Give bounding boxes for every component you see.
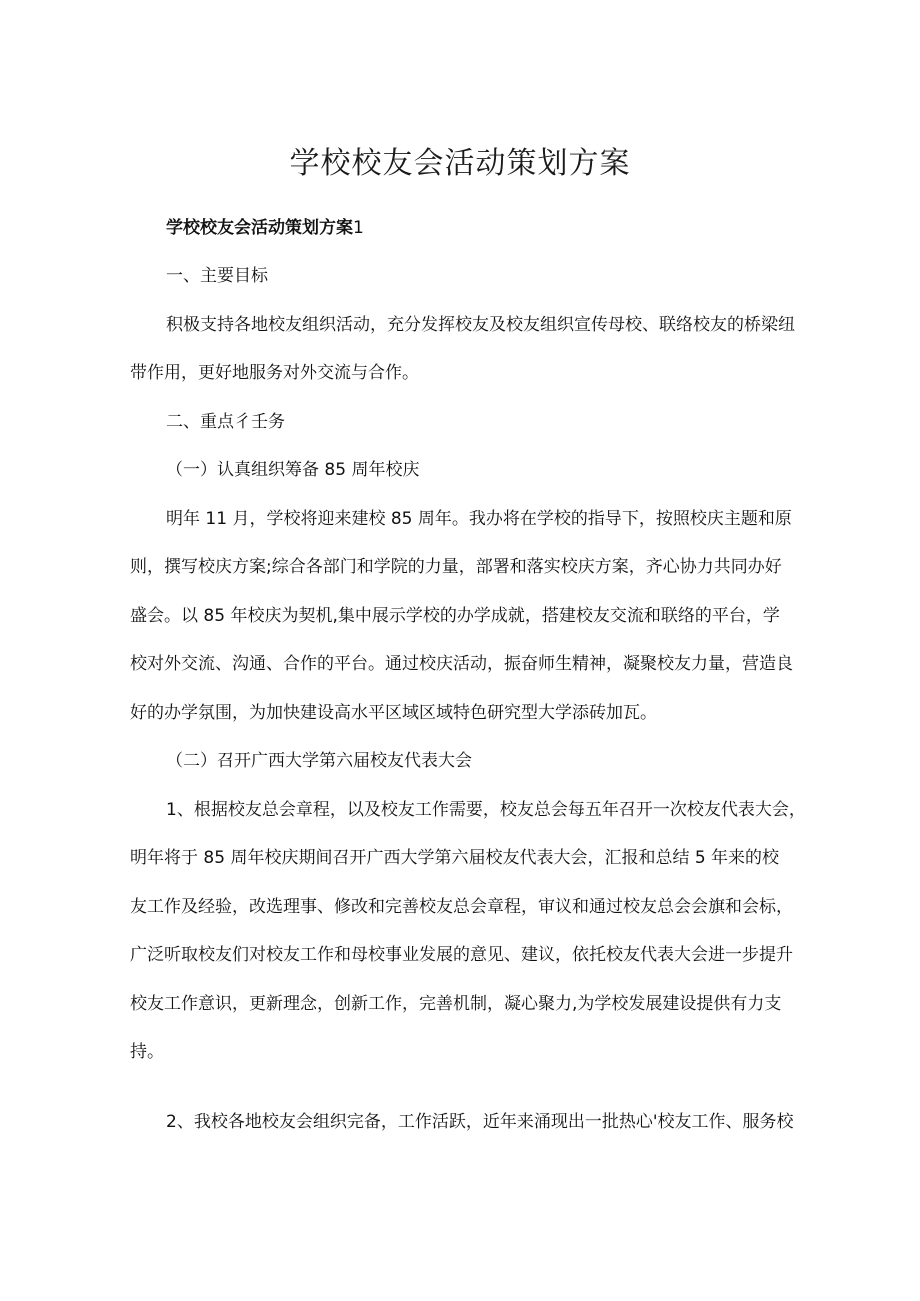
document-title: 学校校友会活动策划方案 <box>289 146 631 181</box>
paragraph-line: （一）认真组织筹备 85 周年校庆 <box>166 460 420 480</box>
paragraph-line: 好的办学氛围，为加快建设高水平区域区域特色研究型大学添砖加瓦。 <box>130 703 657 723</box>
paragraph-line: 盛会。以 85 年校庆为契机,集中展示学校的办学成就，搭建校友交流和联络的平台，学 <box>130 606 780 626</box>
paragraph-line: （二）召开广西大学第六届校友代表大会 <box>166 751 472 771</box>
paragraph-line: 持。 <box>130 1042 164 1062</box>
paragraph-line: 2、我校各地校友会组织完备，工作活跃，近年来涌现出一批热心'校友工作、服务校 <box>166 1112 794 1132</box>
paragraph-line: 带作用，更好地服务对外交流与合作。 <box>130 363 419 383</box>
paragraph-line: 校对外交流、沟通、合作的平台。通过校庆活动，振奋师生精神，凝聚校友力量，营造良 <box>130 654 793 674</box>
paragraph-line: 明年将于 85 周年校庆期间召开广西大学第六届校友代表大会，汇报和总结 5 年来的校 <box>130 848 780 868</box>
paragraph-line: 积极支持各地校友组织活动，充分发挥校友及校友组织宣传母校、联络校友的桥梁纽 <box>166 315 795 335</box>
section-heading-number: 1 <box>353 218 364 238</box>
paragraph-line: 1、根据校友总会章程，以及校友工作需要，校友总会每五年召开一次校友代表大会， <box>166 800 806 820</box>
paragraph-line: 广泛听取校友们对校友工作和母校事业发展的意见、建议，依托校友代表大会进一步提升 <box>130 945 793 965</box>
section-heading-text: 学校校友会活动策划方案 <box>166 218 353 238</box>
paragraph-line: 一、主要目标 <box>166 266 268 286</box>
section-heading <box>166 216 364 240</box>
paragraph-line: 则，撰写校庆方案;综合各部门和学院的力量，部署和落实校庆方案，齐心协力共同办好 <box>130 557 782 577</box>
paragraph-line: 校友工作意识，更新理念，创新工作，完善机制，凝心聚力,为学校发展建设提供有力支 <box>130 994 782 1014</box>
paragraph-line: 明年 11 月，学校将迎来建校 85 周年。我办将在学校的指导下，按照校庆主题和原 <box>166 509 792 529</box>
paragraph-line: 二、重点彳壬务 <box>166 412 285 432</box>
paragraph-line: 友工作及经验，改选理事、修改和完善校友总会章程，审议和通过校友总会会旗和会标， <box>130 897 793 917</box>
